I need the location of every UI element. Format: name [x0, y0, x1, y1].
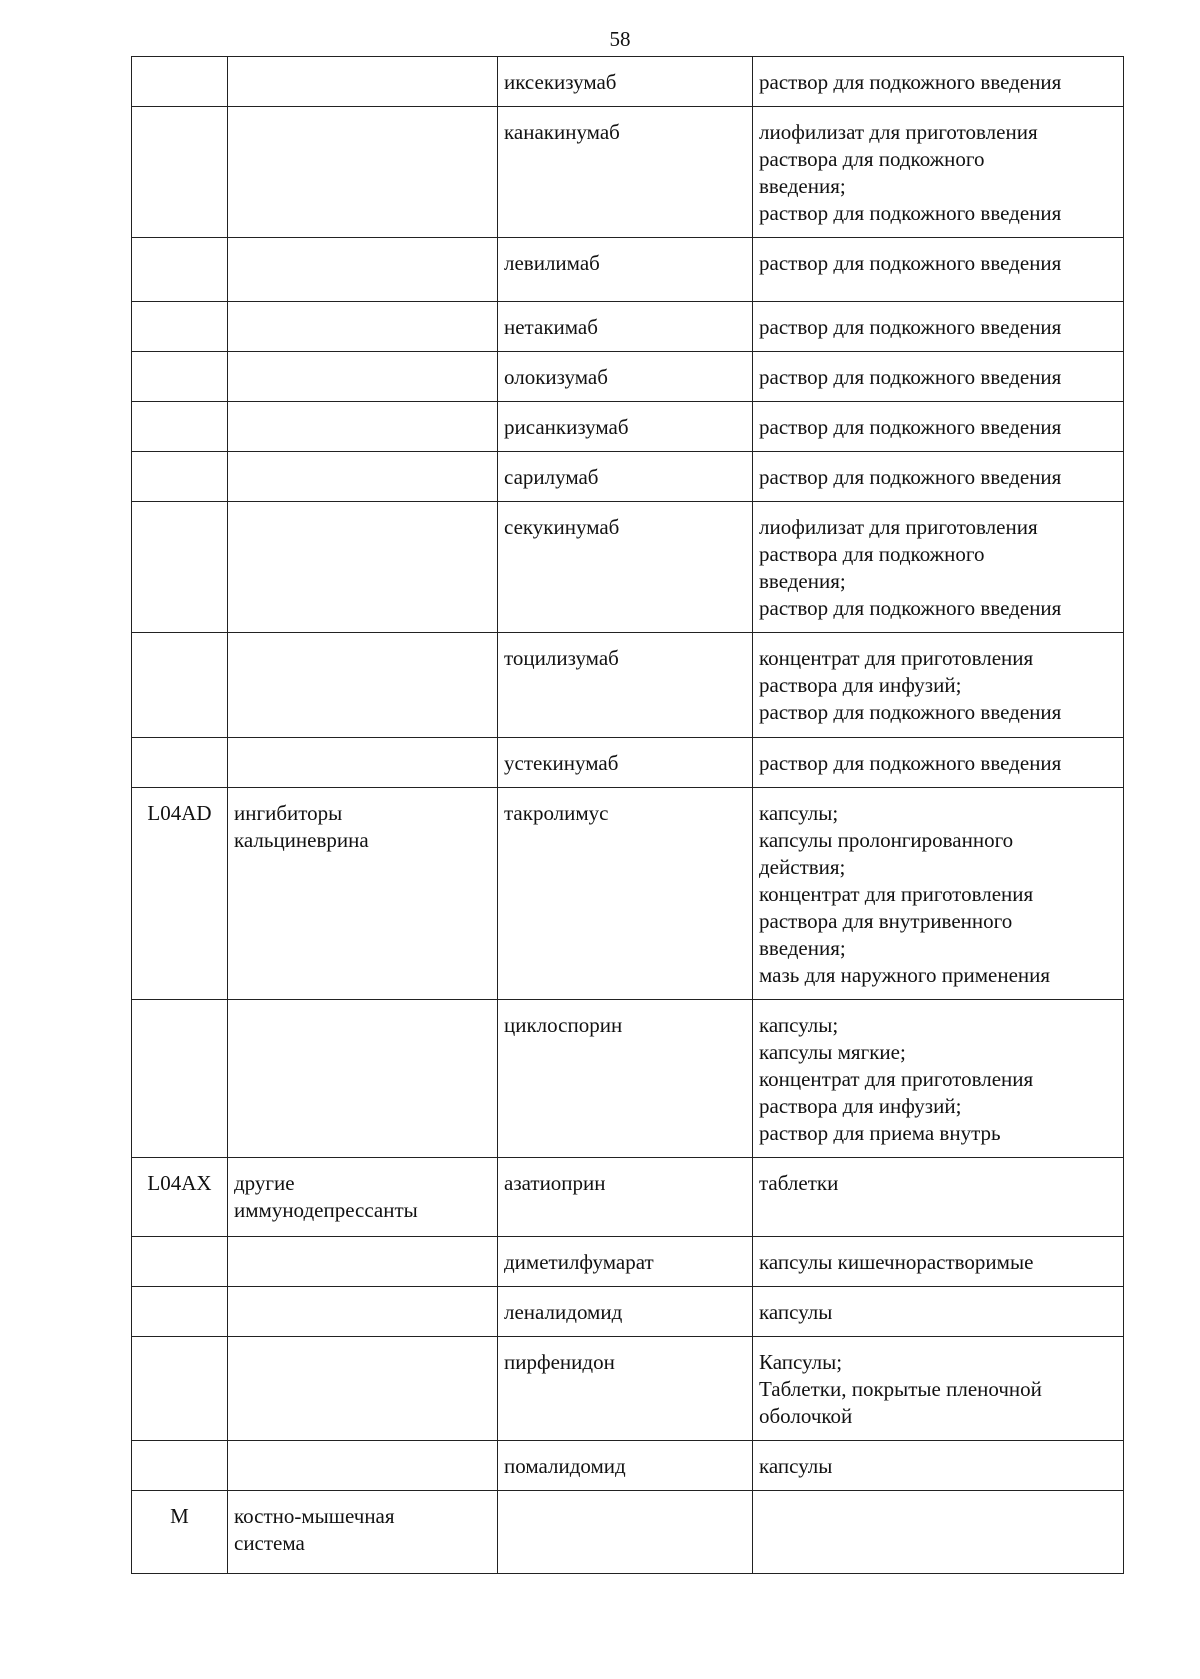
drug-name-cell: помалидомид: [498, 1441, 753, 1491]
dosage-forms-cell: [753, 502, 1124, 633]
drug-name-cell: рисанкизумаб: [498, 402, 753, 452]
table-row: [132, 302, 1124, 352]
dosage-form-line: раствора для инфузий;: [759, 673, 962, 697]
group-name-line: кальциневрина: [234, 828, 369, 852]
dosage-forms-cell: [753, 1337, 1124, 1441]
table-row: [132, 1287, 1124, 1337]
group-name-cell: [228, 302, 498, 352]
drug-name-cell: канакинумаб: [498, 107, 753, 238]
dosage-form-line: концентрат для приготовления: [759, 1067, 1034, 1091]
drug-name-cell: тоцилизумаб: [498, 633, 753, 738]
dosage-form-line: раствора для инфузий;: [759, 1094, 962, 1118]
dosage-forms-cell: [753, 1237, 1124, 1287]
atc-code-cell: [132, 1287, 228, 1337]
group-name-cell: [228, 633, 498, 738]
table-row: [132, 402, 1124, 452]
drug-name-cell: азатиоприн: [498, 1158, 753, 1237]
atc-code-cell: [132, 107, 228, 238]
dosage-forms-cell: [753, 107, 1124, 238]
table-row: [132, 1237, 1124, 1287]
atc-code-cell: [132, 1237, 228, 1287]
dosage-form-line: введения;: [759, 936, 846, 960]
dosage-forms-cell: [753, 633, 1124, 738]
dosage-form-line: раствор для подкожного введения: [759, 596, 1062, 620]
dosage-form-line: капсулы кишечнорастворимые: [759, 1250, 1034, 1274]
drug-name-cell: такролимус: [498, 788, 753, 1000]
dosage-form-line: концентрат для приготовления: [759, 882, 1034, 906]
dosage-form-line: раствор для подкожного введения: [759, 465, 1062, 489]
group-name-line: другие: [234, 1171, 295, 1195]
dosage-forms-cell: [753, 352, 1124, 402]
atc-code-cell: [132, 1337, 228, 1441]
group-name-cell: [228, 452, 498, 502]
atc-code-cell: [132, 502, 228, 633]
dosage-form-line: капсулы: [759, 1454, 833, 1478]
table-row: [132, 1441, 1124, 1491]
group-name-cell: [228, 352, 498, 402]
drug-name-cell: секукинумаб: [498, 502, 753, 633]
group-name-cell: [228, 1441, 498, 1491]
dosage-forms-cell: [753, 452, 1124, 502]
dosage-form-line: введения;: [759, 569, 846, 593]
group-name-line: костно-мышечная: [234, 1504, 395, 1528]
group-name-cell: [228, 788, 498, 1000]
table-row: [132, 452, 1124, 502]
dosage-form-line: мазь для наружного применения: [759, 963, 1051, 987]
atc-code-cell: L04AX: [132, 1158, 228, 1237]
group-name-cell: [228, 238, 498, 302]
atc-code-cell: [132, 1000, 228, 1158]
table-row: [132, 788, 1124, 1000]
atc-code-cell: [132, 302, 228, 352]
atc-code-cell: [132, 57, 228, 107]
atc-code-cell: [132, 1441, 228, 1491]
group-name-cell: [228, 1337, 498, 1441]
dosage-forms-cell: [753, 1000, 1124, 1158]
dosage-form-line: раствор для подкожного введения: [759, 751, 1062, 775]
dosage-form-line: раствор для подкожного введения: [759, 251, 1062, 275]
drug-name-cell: олокизумаб: [498, 352, 753, 402]
group-name-cell: [228, 402, 498, 452]
group-name-line: система: [234, 1531, 305, 1555]
dosage-form-line: раствор для подкожного введения: [759, 415, 1062, 439]
atc-code-cell: L04AD: [132, 788, 228, 1000]
group-name-cell: [228, 57, 498, 107]
drug-name-cell: нетакимаб: [498, 302, 753, 352]
page-number: 58: [609, 27, 631, 51]
atc-code-cell: [132, 402, 228, 452]
table-body: [132, 57, 1124, 1574]
dosage-form-line: введения;: [759, 174, 846, 198]
dosage-form-line: раствора для внутривенного: [759, 909, 1013, 933]
dosage-forms-cell: [753, 1441, 1124, 1491]
dosage-form-line: раствор для подкожного введения: [759, 365, 1062, 389]
dosage-forms-cell: [753, 1287, 1124, 1337]
dosage-form-line: раствор для приема внутрь: [759, 1121, 1001, 1145]
table-row: [132, 238, 1124, 302]
group-name-line: ингибиторы: [234, 801, 343, 825]
table-row: [132, 57, 1124, 107]
drug-name-cell: устекинумаб: [498, 738, 753, 788]
table-row: [132, 1337, 1124, 1441]
table-row: [132, 107, 1124, 238]
drug-name-cell: левилимаб: [498, 238, 753, 302]
dosage-form-line: капсулы мягкие;: [759, 1040, 906, 1064]
dosage-forms-cell: [753, 57, 1124, 107]
atc-code-cell: [132, 452, 228, 502]
dosage-form-line: раствор для подкожного введения: [759, 70, 1062, 94]
dosage-form-line: капсулы;: [759, 1013, 839, 1037]
dosage-forms-cell: [753, 788, 1124, 1000]
group-name-cell: [228, 1158, 498, 1237]
dosage-forms-cell: [753, 238, 1124, 302]
dosage-forms-cell: [753, 1491, 1124, 1574]
group-name-cell: [228, 1000, 498, 1158]
dosage-forms-cell: [753, 738, 1124, 788]
drug-name-cell: сарилумаб: [498, 452, 753, 502]
dosage-forms-cell: [753, 402, 1124, 452]
dosage-form-line: раствор для подкожного введения: [759, 700, 1062, 724]
table-row: [132, 502, 1124, 633]
dosage-forms-cell: [753, 1158, 1124, 1237]
dosage-form-line: действия;: [759, 855, 846, 879]
group-name-cell: [228, 1287, 498, 1337]
atc-code-cell: [132, 633, 228, 738]
dosage-form-line: раствора для подкожного: [759, 542, 985, 566]
drug-name-cell: леналидомид: [498, 1287, 753, 1337]
dosage-form-line: Капсулы;: [759, 1350, 843, 1374]
drug-name-cell: пирфенидон: [498, 1337, 753, 1441]
dosage-form-line: таблетки: [759, 1171, 839, 1195]
table-row: [132, 738, 1124, 788]
atc-code-cell: [132, 738, 228, 788]
group-name-cell: [228, 1491, 498, 1574]
table-row: [132, 1158, 1124, 1237]
table-row: [132, 1491, 1124, 1574]
drug-name-cell: [498, 1491, 753, 1574]
table-row: [132, 352, 1124, 402]
dosage-forms-cell: [753, 302, 1124, 352]
dosage-form-line: капсулы пролонгированного: [759, 828, 1014, 852]
group-name-cell: [228, 738, 498, 788]
dosage-form-line: лиофилизат для приготовления: [759, 515, 1038, 539]
dosage-form-line: раствор для подкожного введения: [759, 201, 1062, 225]
table-row: [132, 1000, 1124, 1158]
dosage-form-line: раствора для подкожного: [759, 147, 985, 171]
group-name-line: иммунодепрессанты: [234, 1198, 418, 1222]
dosage-form-line: капсулы: [759, 1300, 833, 1324]
dosage-form-line: оболочкой: [759, 1404, 853, 1428]
drug-name-cell: иксекизумаб: [498, 57, 753, 107]
group-name-cell: [228, 502, 498, 633]
table-row: [132, 633, 1124, 738]
dosage-form-line: концентрат для приготовления: [759, 646, 1034, 670]
atc-code-cell: [132, 352, 228, 402]
group-name-cell: [228, 107, 498, 238]
atc-code-cell: [132, 238, 228, 302]
group-name-cell: [228, 1237, 498, 1287]
drug-name-cell: циклоспорин: [498, 1000, 753, 1158]
atc-code-cell: M: [132, 1491, 228, 1574]
drug-name-cell: диметилфумарат: [498, 1237, 753, 1287]
dosage-form-line: раствор для подкожного введения: [759, 315, 1062, 339]
dosage-form-line: капсулы;: [759, 801, 839, 825]
dosage-form-line: лиофилизат для приготовления: [759, 120, 1038, 144]
drug-table: [131, 56, 1124, 1574]
dosage-form-line: Таблетки, покрытые пленочной: [759, 1377, 1042, 1401]
